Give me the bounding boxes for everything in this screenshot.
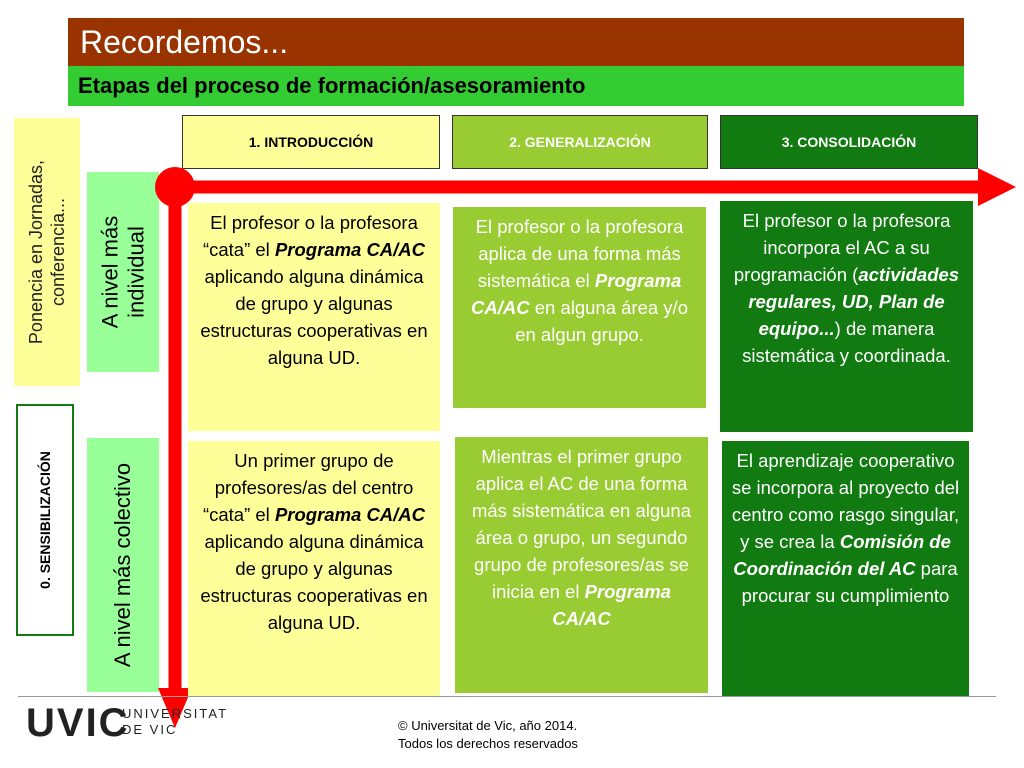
cell-individual-introduccion [188,203,440,431]
uvic-logo: UVIC [26,701,130,745]
cell-individual-consolidacion [720,201,973,432]
cell-text-run: Un primer grupo de profesores/as del centro “cata” el [202,450,414,525]
cell-text-run: El profesor o la profesora incorpora el AC a su programación ( [733,210,951,285]
page-subtitle: Etapas del proceso de formación/asesoramiento [78,73,586,98]
cell-colectivo-generalizacion [455,437,708,693]
stage-header-introduccion: 1. INTRODUCCIÓN [182,115,440,169]
cell-text-run: aplicando alguna dinámica de grupo y algunas estructuras cooperativas en alguna UD. [200,266,428,368]
cell-text-run: para procurar su cumplimiento [741,558,958,606]
logo-subtitle-1: UNIVERSITAT [122,706,229,721]
cell-text-run: aplicando alguna dinámica de grupo y algunas estructuras cooperativas en alguna UD. [200,531,428,633]
ponencia-label: Ponencia en Jornadas, conferencia... [26,159,69,345]
cell-text-run: Programa CA/AC [274,504,426,525]
cell-individual-generalizacion [453,207,706,408]
horizontal-arrow-head [978,168,1016,206]
level-colectivo-label: A nivel más colectivo [110,462,136,668]
cell-text-run: Mientras el primer grupo aplica el AC de una forma más sistemática en alguna área o grupo, un segundo grupo de profesores/as se inicia en el [471,446,692,602]
cell-text-run: Programa CA/AC [471,270,682,318]
cell-text-run: El profesor o la profesora “cata” el [202,212,418,260]
cell-text-run: en alguna área y/o en algun grupo. [515,297,688,345]
logo-subtitle-2: DE VIC [122,722,178,737]
cell-text-run: Comisión de Coordinación del AC [733,531,951,579]
footer-divider [18,696,996,697]
cell-text-run: El aprendizaje cooperativo se incorpora al proyecto del centro como rasgo singular, y se crea la [731,450,960,552]
sensibilizacion-label: 0. SENSIBILIZACIÓN [37,451,53,589]
cell-colectivo-consolidacion [722,441,969,697]
copyright-line-1: © Universitat de Vic, año 2014. [398,718,578,733]
page-title: Recordemos... [80,24,289,60]
stage-header-generalizacion: 2. GENERALIZACIÓN [452,115,708,169]
cell-text-run: actividades regulares, UD, Plan de equipo... [748,264,960,339]
origin-dot [155,167,195,207]
stage-header-consolidacion: 3. CONSOLIDACIÓN [720,115,978,169]
cell-text-run: ) de manera sistemática y coordinada. [742,318,951,366]
copyright-line-2: Todos los derechos reservados [398,736,578,751]
cell-colectivo-introduccion [188,441,440,696]
cell-text-run: Programa CA/AC [552,581,671,629]
level-individual-label: A nivel más individual [97,215,148,329]
cell-text-run: Programa CA/AC [274,239,426,260]
cell-text-run: El profesor o la profesora aplica de una forma más sistemática el [475,216,684,291]
